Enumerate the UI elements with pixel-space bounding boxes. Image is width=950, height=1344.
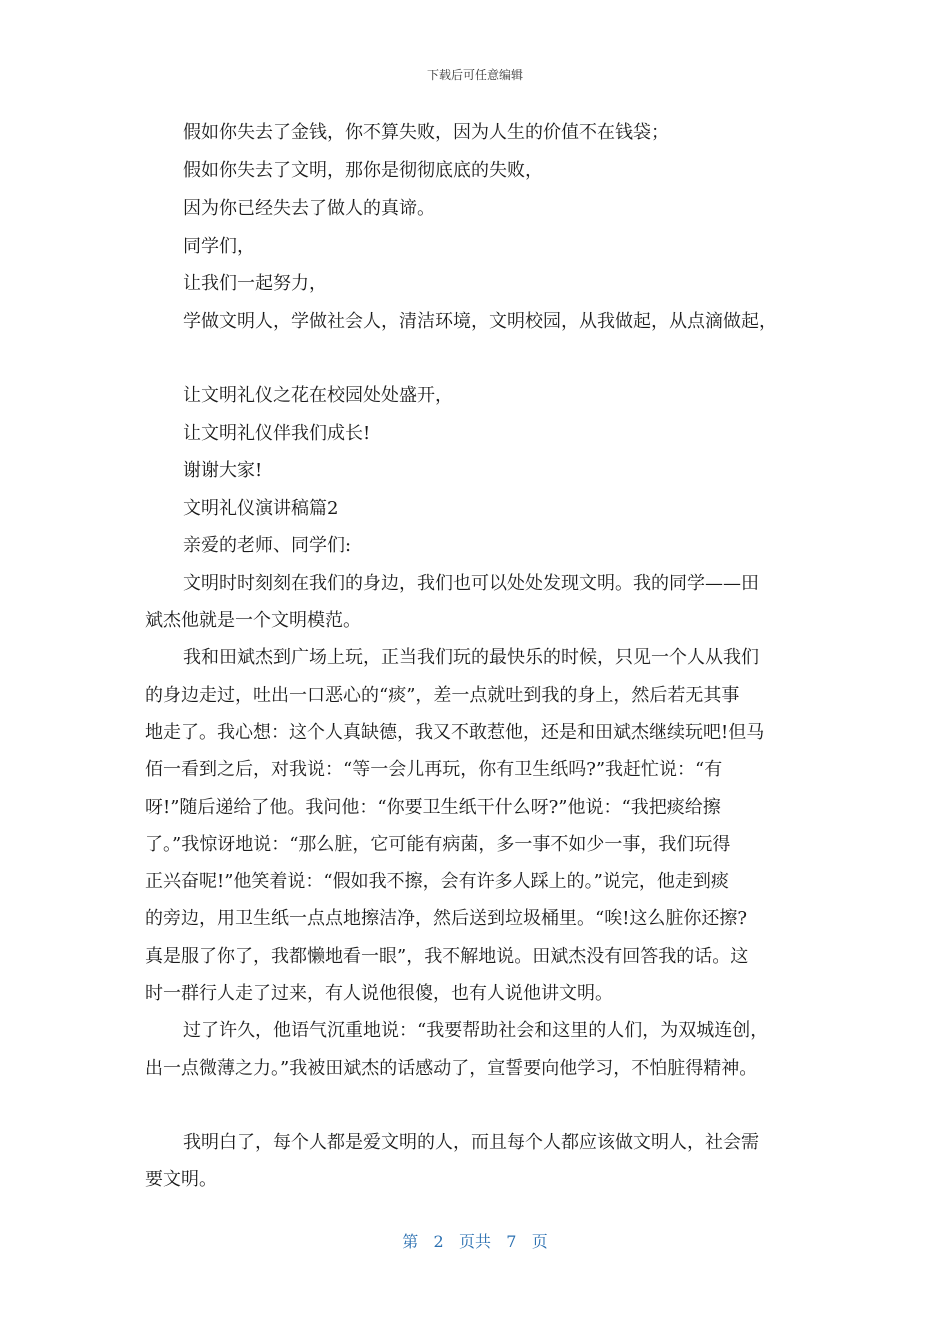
body-line: 我明白了，每个人都是爱文明的人，而且每个人都应该做文明人，社会需 [183,1132,759,1153]
body-line: 真是服了你了，我都懒地看一眼”，我不解地说。田斌杰没有回答我的话。这 [145,946,749,967]
page-label-suffix: 页 [531,1232,548,1251]
body-line: 文明时时刻刻在我们的身边，我们也可以处处发现文明。我的同学——田 [183,573,759,594]
body-line: 让文明礼仪伴我们成长! [183,423,371,444]
page-footer [0,1229,950,1252]
body-line: 正兴奋呢!”他笑着说：“假如我不擦，会有许多人踩上的。”说完，他走到痰 [145,871,729,892]
body-line: 时一群行人走了过来，有人说他很傻，也有人说他讲文明。 [145,983,613,1004]
body-line: 的身边走过，吐出一口恶心的“痰”，差一点就吐到我的身上，然后若无其事 [145,685,740,706]
body-line: 的旁边，用卫生纸一点点地擦洁净，然后送到垃圾桶里。“唉!这么脏你还擦? [145,908,748,929]
total-pages-number: 7 [506,1232,517,1251]
body-line: 假如你失去了文明，那你是彻彻底底的失败， [183,160,543,181]
current-page-number: 2 [433,1232,444,1251]
page-header: 下载后可任意编辑 [426,68,523,82]
page-label-middle: 页共 [458,1232,491,1251]
body-line: 同学们， [183,236,255,257]
body-line: 让文明礼仪之花在校园处处盛开， [183,385,453,406]
body-line: 过了许久，他语气沉重地说：“我要帮助社会和这里的人们，为双城连创， [183,1020,769,1041]
body-line: 了。”我惊讶地说：“那么脏，它可能有病菌，多一事不如少一事，我们玩得 [145,834,731,855]
section-title: 文明礼仪演讲稿篇2 [183,498,339,519]
salutation: 亲爱的老师、同学们: [183,535,352,556]
body-line: 因为你已经失去了做人的真谛。 [183,198,435,219]
body-line: 假如你失去了金钱，你不算失败，因为人生的价值不在钱袋； [183,122,669,143]
body-line: 让我们一起努力， [183,273,327,294]
body-line: 地走了。我心想：这个人真缺德，我又不敢惹他，还是和田斌杰继续玩吧!但马 [145,722,765,743]
body-line: 谢谢大家! [183,460,263,481]
body-line: 我和田斌杰到广场上玩，正当我们玩的最快乐的时候，只见一个人从我们 [183,647,759,668]
body-line: 斌杰他就是一个文明模范。 [145,610,361,631]
body-line: 要文明。 [145,1169,217,1190]
body-line: 呀!”随后递给了他。我问他：“你要卫生纸干什么呀?”他说：“我把痰给擦 [145,797,721,818]
body-line: 佰一看到之后，对我说：“等一会儿再玩，你有卫生纸吗?”我赶忙说：“有 [145,759,723,780]
body-line: 出一点微薄之力。”我被田斌杰的话感动了，宣誓要向他学习，不怕脏得精神。 [145,1058,758,1079]
body-line: 学做文明人，学做社会人，清洁环境，文明校园，从我做起，从点滴做起， [183,311,777,332]
page-label-prefix: 第 [402,1232,419,1251]
